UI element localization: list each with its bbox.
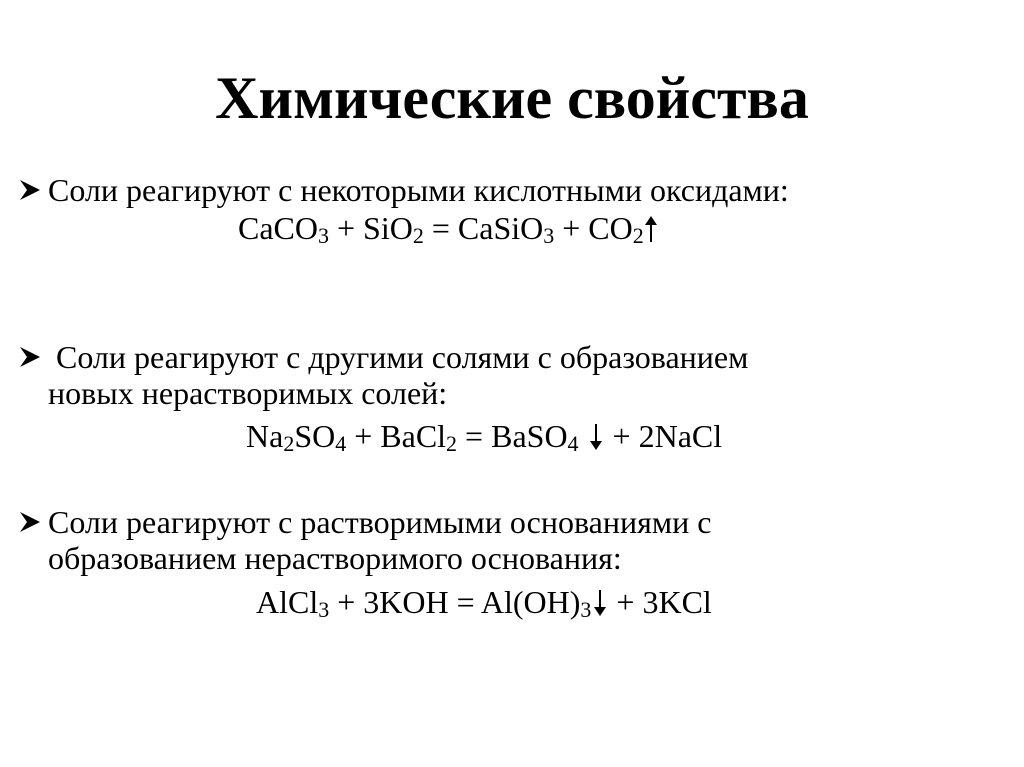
precipitate-down-arrow-icon [589,420,603,460]
equation-term: + 3KOH = Al(OH) [329,584,581,620]
item-1-equation [238,208,658,256]
item-2-text-line-1: Соли реагируют с другими солями с образованием [48,339,749,375]
equation-term: = CaSiO [423,210,544,246]
equation-subscript: 2 [446,431,458,456]
bullet-arrow-icon [18,510,47,534]
equation-subscript: 4 [567,431,579,456]
equation-subscript: 4 [335,431,347,456]
item-3-equation [256,582,712,630]
equation-subscript: 2 [632,223,644,248]
equation-subscript: 3 [318,597,330,622]
equation-subscript: 2 [283,431,295,456]
equation-subscript: 3 [580,597,592,622]
item-3-text-line-2: образованием нерастворимого основания: [48,540,622,576]
equation-term: + CO [554,210,633,246]
equation-term: + SiO [329,210,413,246]
item-3-text-line-1: Соли реагируют с растворимыми основаниями с [48,504,712,540]
equation-term: SO [294,418,336,454]
equation-term: + BaCl [346,418,447,454]
equation-term: AlCl [256,584,319,620]
equation-term: Na [246,418,284,454]
bullet-arrow-icon [18,345,47,369]
equation-subscript: 2 [412,223,424,248]
gas-up-arrow-icon [644,212,658,252]
item-2-text-line-2: новых нерастворимых солей: [48,375,448,411]
bullet-arrow-icon [18,178,47,202]
equation-term: + 2NaCl [604,418,723,454]
equation-subscript: 3 [318,223,329,248]
equation-term: + 3KCl [608,584,712,620]
slide-title: Химические свойства [215,65,809,131]
precipitate-down-arrow-icon [593,586,607,626]
item-2-equation [246,416,722,464]
item-1-text: Соли реагируют с некоторыми кислотными оксидами: [48,172,789,208]
equation-term: = BaSO [457,418,568,454]
equation-subscript: 3 [543,223,555,248]
equation-term: CaCO [238,210,318,246]
